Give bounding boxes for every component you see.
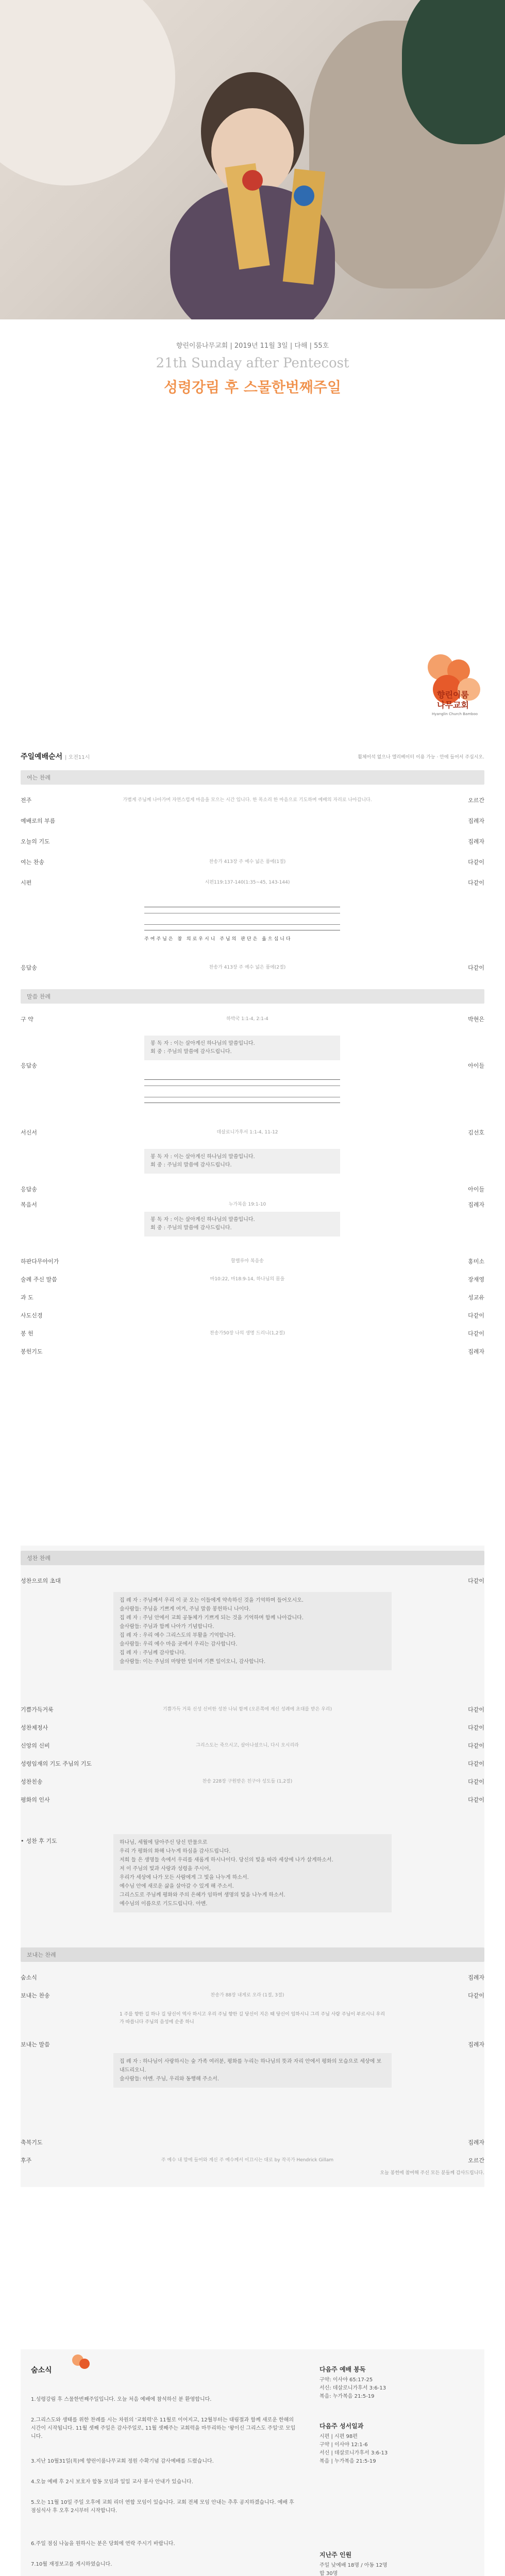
row-leader: 다같이 (468, 1706, 484, 1713)
send-note: 1 주를 향한 길 하나 길 당신이 역사 하시고 우리 주님 향한 길 당신이 지은 때 당신이 임하시니 그리 주님 사람 주님이 부르시니 우리가 따릅니다 주님의 음성에 순종 하니 (120, 2012, 385, 2025)
church-logo (428, 654, 490, 721)
side-text-1: 구약: 이사야 65:17-25 서신: 데살로니가후서 3:6-13 복음: 누가복음 21:5-19 (319, 2377, 386, 2399)
row-leader: 다같이 (468, 1330, 484, 1337)
row-leader: 장재영 (468, 1276, 484, 1283)
row-leader: 다같이 (468, 879, 484, 886)
section-band-eucharist: 성찬 찬례 (21, 1551, 484, 1565)
row-detail: 찬송 228장 구원받은 친구야 성도들 (1,2절) (202, 1779, 293, 1784)
prayer-line: 예수님의 이름으로 기도드립니다. 아멘. (120, 1901, 208, 1907)
news-item: 1.성령강림 후 스물한번째주일입니다. 오늘 처음 예배에 참석하신 분 환영합니다. (31, 2397, 212, 2402)
psalm-score-lyric: 주여주님은 참 의로우시니 주님의 판단은 옳으십니다 (144, 937, 292, 942)
row-leader: 다같이 (468, 1760, 484, 1767)
prayer-line: 하나님, 세월에 담아주신 당신 만물으로 (120, 1840, 208, 1845)
row-leader: 다같이 (468, 1992, 484, 1999)
row-label: 서신서 (21, 1129, 37, 1136)
row-label: • 성찬 후 기도 (21, 1837, 57, 1845)
row-leader: 다같이 (468, 1724, 484, 1731)
row-detail: 주 예수 내 맘에 들어와 계신 주 예수께서 이끄시는 대로 by 작곡가 Hendrick Gillam (161, 2158, 334, 2163)
news-heading: 숨소식 (31, 2366, 52, 2375)
row-label: 전주 (21, 797, 32, 804)
invite-line: 집 례 자 : 주님 안에서 교회 공동체가 기쁘게 되는 것을 기억하며 함께 나아갑니다. (120, 1615, 304, 1621)
response-line: 회 중 : 주님의 말씀에 감사드립니다. (150, 1049, 232, 1055)
news-item: 5.오는 11월 10일 주일 오후에 교회 리더 연합 모임이 있습니다. 교회 전체 모임 안내는 추후 공지하겠습니다. 예배 후 점심식사 후 오후 2시부터 시작합니다. (31, 2500, 294, 2514)
row-label: 성령임재의 기도 주님의 기도 (21, 1760, 92, 1767)
response-line: 회 중 : 주님의 말씀에 감사드립니다. (150, 1225, 232, 1231)
invite-line: 집 례 자 : 주님께서 우리 이 곳 오는 이들에게 약속하신 것을 기억하며 들어오시오. (120, 1598, 304, 1603)
send-line: 집 례 자 : 하나님이 사랑하시는 숲 가족 여러분, 평화를 누리는 하나님의 뜻과 자리 안에서 평화의 모습으로 세상에 보내드리오니. (120, 2059, 382, 2073)
prayer-line: 예수님 안에 새로운 삶을 살아갈 수 있게 해 주소서. (120, 1884, 234, 1889)
row-leader: 집례자 (468, 1348, 484, 1355)
row-detail: 마10:22, 마18:9-14, 하나님의 몸을 (210, 1277, 285, 1282)
row-leader: 박현은 (468, 1016, 484, 1023)
row-label: 응답송 (21, 1186, 37, 1193)
invite-line: 술사람들: 우리 예수 마음 곳에서 우리는 감사합니다. (120, 1641, 238, 1647)
row-label: 여는 찬송 (21, 859, 45, 866)
prayer-line: 저희 들 은 생명들 속에서 우리를 새롭게 하시나이다. 당신의 빛을 따라 세상에 나가 살게하소서. (120, 1857, 333, 1863)
row-label: 봉헌기도 (21, 1348, 43, 1355)
prayer-line: 우리 가 평화의 화해 나누게 하심을 감사드립니다. (120, 1849, 231, 1854)
row-label: 봉 헌 (21, 1330, 33, 1337)
row-label: 과 도 (21, 1294, 33, 1301)
worship-heading: 주일예배순서 | 오전11시 (21, 753, 90, 761)
invite-box (113, 1592, 392, 1670)
cover-title: 성령강림 후 스물한번째주일 (163, 379, 342, 396)
row-label: 사도신경 (21, 1312, 43, 1319)
row-label: 후주 (21, 2157, 32, 2164)
row-label: 술례 주신 말씀 (21, 1276, 57, 1283)
response-line: 봉 독 자 : 이는 살아계신 하나님의 말씀입니다. (150, 1217, 255, 1223)
row-leader: 다같이 (468, 1797, 484, 1803)
side-heading-3: 지난주 인원 (319, 2551, 352, 2558)
row-label: 성찬으로의 초대 (21, 1578, 61, 1584)
response-quote-2 (144, 1149, 340, 1174)
row-leader: 다같이 (468, 1742, 484, 1749)
row-leader: 집례자 (468, 1201, 484, 1208)
row-label: 성찬제정사 (21, 1724, 48, 1731)
invite-line: 술사람들: 주님을 기쁘게 여겨, 주님 말씀 봉헌하니 나이다. (120, 1606, 251, 1612)
row-leader: 집례자 (468, 838, 484, 845)
row-label: 숨소식 (21, 1974, 37, 1981)
row-label: 성찬친송 (21, 1778, 43, 1785)
invite-line: 술사람들: 주님과 함께 나아가 기념합니다. (120, 1624, 214, 1630)
section-band-word: 말씀 찬례 (21, 989, 484, 1004)
row-leader: 다같이 (468, 1312, 484, 1319)
row-label: 하판다무아이가 (21, 1258, 59, 1265)
row-leader: 집례자 (468, 2139, 484, 2146)
row-detail: 데살로니가후서 1:1-4, 11-12 (216, 1130, 278, 1135)
row-label: 예배로의 부름 (21, 818, 56, 824)
invite-line: 집 례 자 : 주님께 감사합니다. (120, 1650, 186, 1656)
row-leader: 집례자 (468, 2041, 484, 2048)
row-detail: 찬송가 413장 주 예수 넓은 품에(2절) (209, 965, 286, 970)
response-quote-1 (144, 1036, 340, 1060)
news-item: 6.주일 점심 나눔을 원하시는 분은 당회에 연락 주시기 바랍니다. (31, 2541, 175, 2547)
row-detail: 가볍게 주님께 나아가며 자연스럽게 마음을 모으는 시간 입니다. 한 목소리 한 마음으로 기도하며 예배의 자리로 나아갑니다. (123, 798, 372, 803)
row-leader: 다같이 (468, 1778, 484, 1785)
row-leader: 김선호 (468, 1129, 484, 1136)
news-item: 7.10월 재정보고를 게시하였습니다. (31, 2562, 112, 2567)
row-leader: 집례자 (468, 1974, 484, 1981)
send-box (113, 2053, 392, 2088)
prayer-box (113, 1834, 392, 1912)
row-label: 응답송 (21, 1062, 37, 1069)
logo-text-2: 나무교회 (437, 700, 469, 710)
top-note: 휠체어석 없으나 엘리베이터 이용 가능 · 안에 들어서 주십시오. (358, 755, 484, 760)
response-score (144, 1079, 340, 1103)
side-text-3: 주일 낮예배 18명 / 아동 12명 합 30명 (319, 2563, 388, 2576)
row-detail: 시편119:137-140(1:35~45, 143-144) (205, 880, 290, 885)
side-heading-1: 다음주 예배 봉독 (319, 2366, 366, 2373)
row-label: 기쁨가득거룩 (21, 1706, 54, 1713)
row-leader: 오르간 (468, 797, 484, 804)
row-detail: 하박국 1:1-4, 2:1-4 (226, 1016, 268, 1022)
row-leader: 집례자 (468, 818, 484, 824)
section-band-sending: 보내는 찬례 (21, 1947, 484, 1962)
row-leader: 성교유 (468, 1294, 484, 1301)
side-text-2: 시편 | 시편 98편 구약 | 이사야 12:1-6 서신 | 데살로니가후서 3:6-13 복음 | 누가복음 21:5-19 (319, 2434, 388, 2464)
invite-line: 집 례 자 : 우리 예수 그리스도의 부활을 기억합니다. (120, 1633, 236, 1638)
prayer-line: 우리가 세상에 나가 모든 사람에게 그 빛을 나누게 하소서. (120, 1875, 249, 1880)
send-line: 술사람들: 아멘. 주님, 우리와 동행해 주소서. (120, 2076, 220, 2082)
row-label: 응답송 (21, 964, 37, 971)
response-line: 회 중 : 주님의 말씀에 감사드립니다. (150, 1162, 232, 1168)
news-item: 3.지난 10월31일(목)에 향린이룸나무교회 정원 수확기념 감사예배를 드렸습니다. (31, 2459, 214, 2464)
response-line: 봉 독 자 : 이는 살아계신 하나님의 말씀입니다. (150, 1154, 255, 1160)
row-label: 평화의 인사 (21, 1797, 50, 1803)
row-label: 구 약 (21, 1016, 33, 1023)
row-label: 복음서 (21, 1201, 37, 1208)
invite-line: 술사람들: 이는 주님의 마땅한 일이며 기쁜 일이오니, 감사합니다. (120, 1659, 266, 1665)
section-band-opening: 여는 찬례 (21, 770, 484, 785)
cover-meta: 향린이룸나무교회 | 2019년 11월 3일 | 다해 | 55호 (176, 342, 329, 350)
news-item: 2.그리스도와 생태를 위한 찬례를 시는 차원의 '교회력'은 11월로 이어지고, 12월부터는 대림절과 함께 새로운 한해의 시간이 시작됩니다. 11월 셋째 주일은 감사주일로, 11월 셋째주는 교회력을 마무리하는 '왕이신 그리스도 주일'로 모입니다. (31, 2417, 296, 2439)
row-leader: 다같이 (468, 1578, 484, 1584)
row-label: 축복기도 (21, 2139, 43, 2146)
news-item: 4.오늘 예배 후 2시 보호자 합동 모임과 일일 교사 봉사 안내가 있습니다. (31, 2479, 193, 2485)
prayer-line: 그리스도로 주님께 평화와 주의 은혜가 임하며 생명의 빛을 나누게 하소서. (120, 1892, 285, 1898)
row-detail: 할렐루야 복음송 (231, 1259, 264, 1264)
row-leader: 다같이 (468, 964, 484, 971)
row-detail: 찬송가50장 나의 생명 드리니(1,2절) (210, 1331, 285, 1336)
row-leader: 홍미소 (468, 1258, 484, 1265)
side-heading-2: 다음주 성서일과 (319, 2422, 364, 2430)
logo-text-1: 향린이룸 (437, 690, 469, 700)
row-detail: 누가복음 19:1-10 (228, 1202, 266, 1207)
row-label: 시편 (21, 879, 32, 886)
row-detail: 그리스도는 죽으시고, 살아나셨으니, 다시 오시리라 (196, 1743, 299, 1748)
row-leader: 아이들 (468, 1186, 484, 1193)
row-detail: 기쁨가득 거룩 신성 신비한 성찬 나눠 함께 (오른쪽에 계신 성례에 초대를 받은 우리) (162, 1707, 332, 1712)
row-detail: 찬송가 88장 내게로 오라 (1절, 3절) (210, 1993, 284, 1998)
hero-photo (0, 0, 505, 319)
bottom-note: 오늘 봉헌에 참여해 주신 모든 분들께 감사드립니다. (380, 2171, 484, 2176)
psalm-score (144, 907, 340, 930)
row-label: 오늘의 기도 (21, 838, 50, 845)
response-quote-3 (144, 1212, 340, 1236)
row-leader: 오르간 (468, 2157, 484, 2164)
prayer-line: 저 이 주님의 빛과 사랑과 성령을 주시어, (120, 1866, 211, 1872)
response-line: 봉 독 자 : 이는 살아계신 하나님의 말씀입니다. (150, 1041, 255, 1046)
logo-sub: Hyanglin Church Bamboo (432, 712, 478, 716)
cover-subtitle-en: 21th Sunday after Pentecost (156, 355, 349, 371)
row-label: 보내는 말씀 (21, 2041, 50, 2048)
row-label: 신앙의 신비 (21, 1742, 50, 1749)
row-leader: 다같이 (468, 859, 484, 866)
row-label: 보내는 찬송 (21, 1992, 50, 1999)
row-detail: 찬송가 413장 주 예수 넓은 품에(1절) (209, 859, 286, 865)
row-leader: 아이들 (468, 1062, 484, 1069)
